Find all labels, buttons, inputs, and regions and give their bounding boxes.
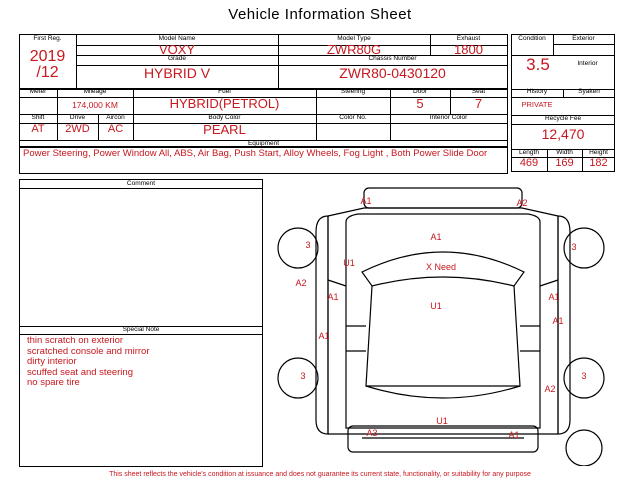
- wheel-rear-left: [278, 358, 318, 398]
- aircon-value: AC: [107, 123, 124, 135]
- door-value: 5: [416, 96, 424, 111]
- height-label: Height: [589, 149, 608, 156]
- grade-value: HYBRID V: [143, 65, 211, 81]
- width-value: 169: [555, 157, 574, 169]
- equipment-box: [19, 146, 508, 174]
- comment-label: Comment: [126, 180, 156, 187]
- mark-left-front-quarter: A2: [295, 278, 307, 288]
- first-reg-year: 2019: [29, 48, 66, 65]
- drive-value: 2WD: [65, 123, 90, 135]
- mileage-value: 174,000 KM: [72, 100, 118, 110]
- height-value: 182: [589, 157, 608, 169]
- history-value: PRIVATE: [521, 100, 553, 109]
- mark-right-rear-door: A1: [552, 316, 564, 326]
- spare-tire: [566, 430, 602, 466]
- disclaimer-footer: This sheet reflects the vehicle's condition at issuance and does not guarantee its current state, functionality, or suitability for any purpose: [109, 471, 531, 478]
- drive-label: Drive: [69, 114, 86, 121]
- seat-value: 7: [474, 96, 483, 111]
- mark-right-front-door: A1: [548, 292, 560, 302]
- meter-label: Meter: [29, 88, 47, 95]
- seat-label: Seat: [471, 88, 486, 95]
- sheet-title: Vehicle Information Sheet: [228, 6, 412, 23]
- history-label: History: [526, 88, 548, 95]
- comment-box: [19, 179, 263, 467]
- mark-roof: U1: [430, 301, 442, 311]
- color-no-label: Color No.: [339, 114, 367, 121]
- first-reg-label: First Reg.: [33, 35, 62, 42]
- mark-right-rear-quarter: A2: [544, 384, 556, 394]
- width-label: Width: [556, 149, 573, 156]
- syaken-label: Syaken: [578, 88, 600, 95]
- model-name-value: VOXY: [158, 42, 196, 57]
- condition-score: 3.5: [526, 55, 550, 74]
- interior-color-label: Interior Color: [429, 114, 468, 121]
- mark-rear-bumper-right: A1: [508, 430, 520, 440]
- length-value: 469: [519, 157, 539, 169]
- interior-label: Interior: [577, 60, 598, 67]
- fuel-label: Fuel: [218, 88, 231, 95]
- shift-value: AT: [31, 123, 45, 135]
- model-type-label: Model Type: [337, 35, 371, 42]
- equipment-text: Power Steering, Power Window All, ABS, Air Bag, Push Start, Alloy Wheels, Fog Light , Both Power Slide Door: [23, 148, 488, 159]
- exhaust-value: 1800: [454, 42, 483, 57]
- model-type-value: ZWR80G: [326, 42, 382, 57]
- mark-windshield: X Need: [425, 262, 457, 272]
- special-note-label: Special Note: [122, 326, 160, 333]
- body-color-value: PEARL: [203, 122, 246, 137]
- special-note-line: thin scratch on exterior: [27, 335, 124, 346]
- mark-rear-bumper-left: A3: [366, 428, 378, 438]
- exhaust-label: Exhaust: [456, 35, 481, 42]
- mark-wheel-front-left: 3: [305, 240, 311, 250]
- mark-tailgate: U1: [436, 416, 448, 426]
- special-note-line: scuffed seat and steering: [27, 366, 133, 378]
- mark-left-fender: U1: [343, 258, 355, 268]
- chassis-label: Chassis Number: [368, 55, 417, 62]
- recycle-fee-value: 12,470: [541, 126, 585, 142]
- door-label: Door: [412, 88, 428, 95]
- steering-label: Steering: [340, 88, 366, 95]
- mark-front-left-corner: A1: [360, 196, 372, 206]
- grade-label: Grade: [167, 55, 187, 62]
- special-note-list: [27, 336, 259, 389]
- body-color-label: Body Color: [208, 114, 241, 121]
- special-note-line: dirty interior: [27, 356, 77, 367]
- chassis-value: ZWR80-0430120: [339, 65, 446, 81]
- shift-label: Shift: [31, 114, 45, 121]
- mark-left-front-door: A1: [327, 292, 339, 302]
- model-name-label: Model Name: [158, 35, 196, 42]
- wheel-front-left: [278, 228, 318, 268]
- mark-wheel-rear-right: 3: [581, 371, 587, 381]
- equipment-label: Equipment: [247, 140, 280, 147]
- car-outline: [316, 188, 570, 452]
- mark-front-right-corner: A2: [516, 198, 528, 208]
- car-damage-diagram: [266, 176, 626, 466]
- fuel-value: HYBRID(PETROL): [169, 96, 280, 111]
- special-note-line: no spare tire: [27, 377, 80, 388]
- recycle-fee-label: Recycle Fee: [544, 115, 582, 122]
- condition-label: Condition: [518, 35, 546, 42]
- mileage-label: Mileage: [83, 88, 107, 95]
- mark-left-rear-door: A1: [318, 331, 330, 341]
- aircon-label: Aircon: [106, 114, 125, 121]
- length-label: Length: [519, 149, 539, 156]
- special-note-line: scratched console and mirror: [27, 345, 150, 357]
- exterior-label: Exterior: [572, 35, 595, 42]
- mark-bonnet: A1: [430, 232, 442, 242]
- first-reg-month: /12: [36, 64, 59, 81]
- mark-wheel-rear-left: 3: [300, 371, 306, 381]
- mark-wheel-front-right: 3: [571, 242, 577, 252]
